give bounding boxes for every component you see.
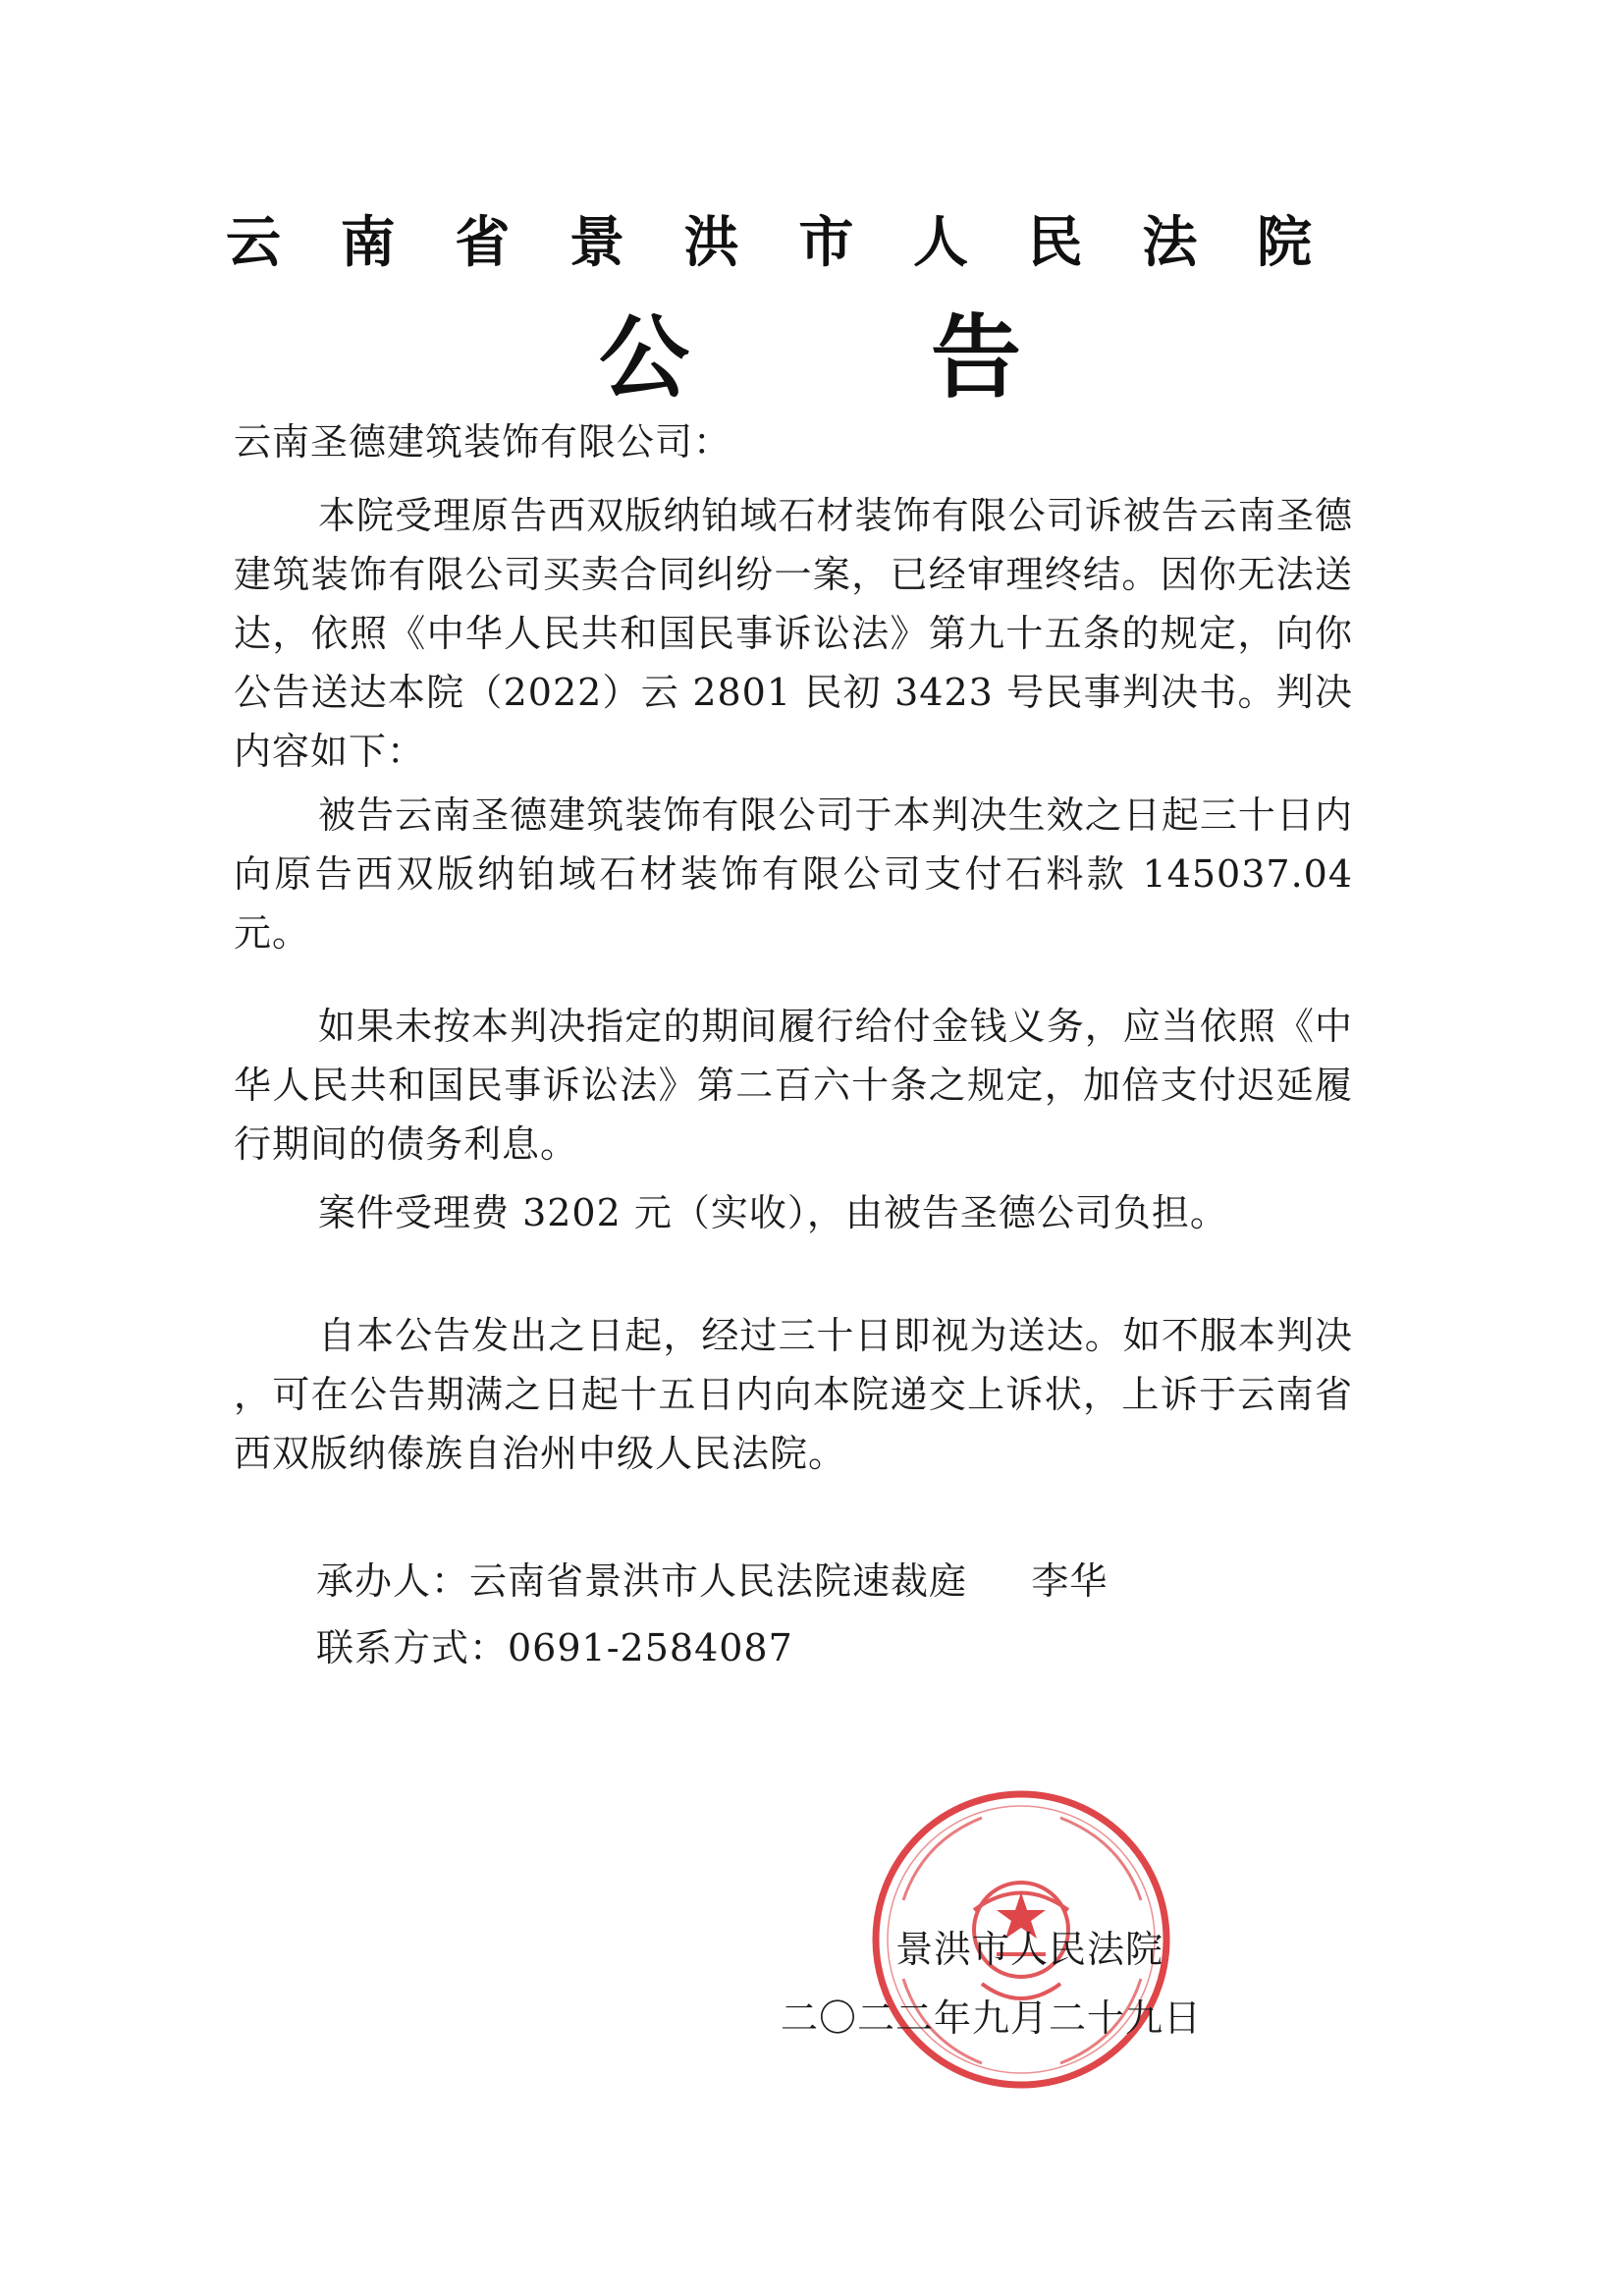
paragraph-case-description: 本院受理原告西双版纳铂域石材装饰有限公司诉被告云南圣德建筑装饰有限公司买卖合同纠纷一案，已经审理终结。因你无法送达，依照《中华人民共和国民事诉讼法》第九十五条的规定，向你公告送达本院（2022）云 2801 民初 3423 号民事判决书。判决内容如下： — [234, 494, 1353, 773]
paragraph-court-fee: 案件受理费 3202 元（实收），由被告圣德公司负担。 — [318, 1191, 1228, 1234]
contact-phone: 联系方式：0691-2584087 — [316, 1626, 793, 1669]
handler-line: 承办人：云南省景洪市人民法院速裁庭 李华 — [316, 1559, 1109, 1603]
signature-date: 二〇二二年九月二十九日 — [781, 1996, 1203, 2040]
addressee: 云南圣德建筑装饰有限公司： — [234, 420, 732, 464]
notice-title: 公告 — [599, 305, 1021, 410]
court-name-heading: 云南省景洪市人民法院 — [226, 211, 1345, 275]
paragraph-judgment-content: 被告云南圣德建筑装饰有限公司于本判决生效之日起三十日内向原告西双版纳铂域石材装饰有限公司支付石料款 145037.04 元。 — [234, 793, 1353, 955]
signature-court-name: 景洪市人民法院 — [895, 1928, 1164, 1971]
paragraph-appeal-notice: 自本公告发出之日起，经过三十日即视为送达。如不服本判决 ，可在公告期满之日起十五日内向本院递交上诉状，上诉于云南省西双版纳傣族自治州中级人民法院。 — [234, 1314, 1353, 1475]
paragraph-late-payment: 如果未按本判决指定的期间履行给付金钱义务，应当依照《中华人民共和国民事诉讼法》第二百六十条之规定，加倍支付迟延履行期间的债务利息。 — [234, 1005, 1353, 1166]
